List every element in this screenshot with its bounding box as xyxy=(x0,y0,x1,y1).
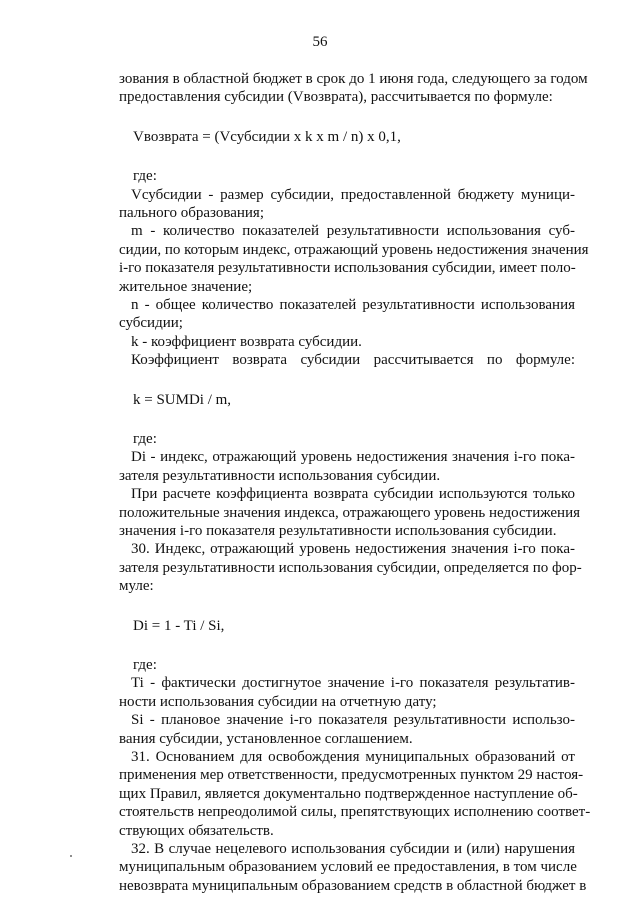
formula-k: k = SUMDi / m, xyxy=(133,392,232,408)
body-text-line: применения мер ответственности, предусмотренных пунктом 29 настоя- xyxy=(119,767,584,783)
body-text-line: предоставления субсидии (Vвозврата), рассчитывается по формуле: xyxy=(119,89,553,105)
body-text-line: стоятельств непреодолимой силы, препятствующих исполнению соответ- xyxy=(119,804,591,820)
body-text-line: муниципальным образованием условий ее предоставления, в том числе xyxy=(119,859,577,875)
body-text-line: Коэффициент возврата субсидии рассчитывается по формуле: xyxy=(131,352,575,368)
body-text-line: Si - плановое значение i-го показателя результативности использо- xyxy=(131,712,575,728)
body-text-line: жительное значение; xyxy=(119,279,253,295)
body-text-line: 32. В случае нецелевого использования субсидии и (или) нарушения xyxy=(131,841,575,857)
body-text-line: значения i-го показателя результативности использования субсидии. xyxy=(119,523,557,539)
formula-v-return: Vвозврата = (Vсубсидии x k x m / n) x 0,1, xyxy=(133,129,401,145)
body-text-line: Vсубсидии - размер субсидии, предоставленной бюджету муници- xyxy=(131,187,575,203)
body-text-line: невозврата муниципальным образованием средств в областной бюджет в xyxy=(119,878,587,894)
body-text-line: i-го показателя результативности использования субсидии, имеет поло- xyxy=(119,260,576,276)
body-text-line: При расчете коэффициента возврата субсидии используются только xyxy=(131,486,575,502)
body-text-line: щих Правил, является документально подтвержденное наступление об- xyxy=(119,786,578,802)
body-text-line: Di - индекс, отражающий уровень недостижения значения i-го пока- xyxy=(131,449,575,465)
body-text-line: n - общее количество показателей результативности использования xyxy=(131,297,575,313)
body-text-line: зателя результативности использования субсидии, определяется по фор- xyxy=(119,560,582,576)
body-text-line: сидии, по которым индекс, отражающий уровень недостижения значения xyxy=(119,242,589,258)
where-label: где: xyxy=(133,431,157,447)
body-text-line: ствующих обязательств. xyxy=(119,823,274,839)
formula-di: Di = 1 - Ti / Si, xyxy=(133,618,225,634)
body-text-line: зателя результативности использования субсидии. xyxy=(119,468,441,484)
page-number: 56 xyxy=(312,34,328,50)
body-text-line: субсидии; xyxy=(119,315,183,331)
body-text-line: зования в областной бюджет в срок до 1 июня года, следующего за годом xyxy=(119,71,588,87)
body-text-line: вания субсидии, установленное соглашением. xyxy=(119,731,413,747)
body-text-line: m - количество показателей результативности использования суб- xyxy=(131,223,575,239)
where-label: где: xyxy=(133,657,157,673)
body-text-line: муле: xyxy=(119,578,154,594)
body-text-line: пального образования; xyxy=(119,205,264,221)
body-text-line: 30. Индекс, отражающий уровень недостижения значения i-го пока- xyxy=(131,541,575,557)
body-text-line: Ti - фактически достигнутое значение i-го показателя результатив- xyxy=(131,675,575,691)
where-label: где: xyxy=(133,168,157,184)
body-text-line: k - коэффициент возврата субсидии. xyxy=(131,334,362,350)
body-text-line: положительные значения индекса, отражающего уровень недостижения xyxy=(119,505,581,521)
body-text-line: 31. Основанием для освобождения муниципальных образований от xyxy=(131,749,575,765)
scan-dot-mark xyxy=(70,855,72,857)
body-text-line: ности использования субсидии на отчетную дату; xyxy=(119,694,437,710)
